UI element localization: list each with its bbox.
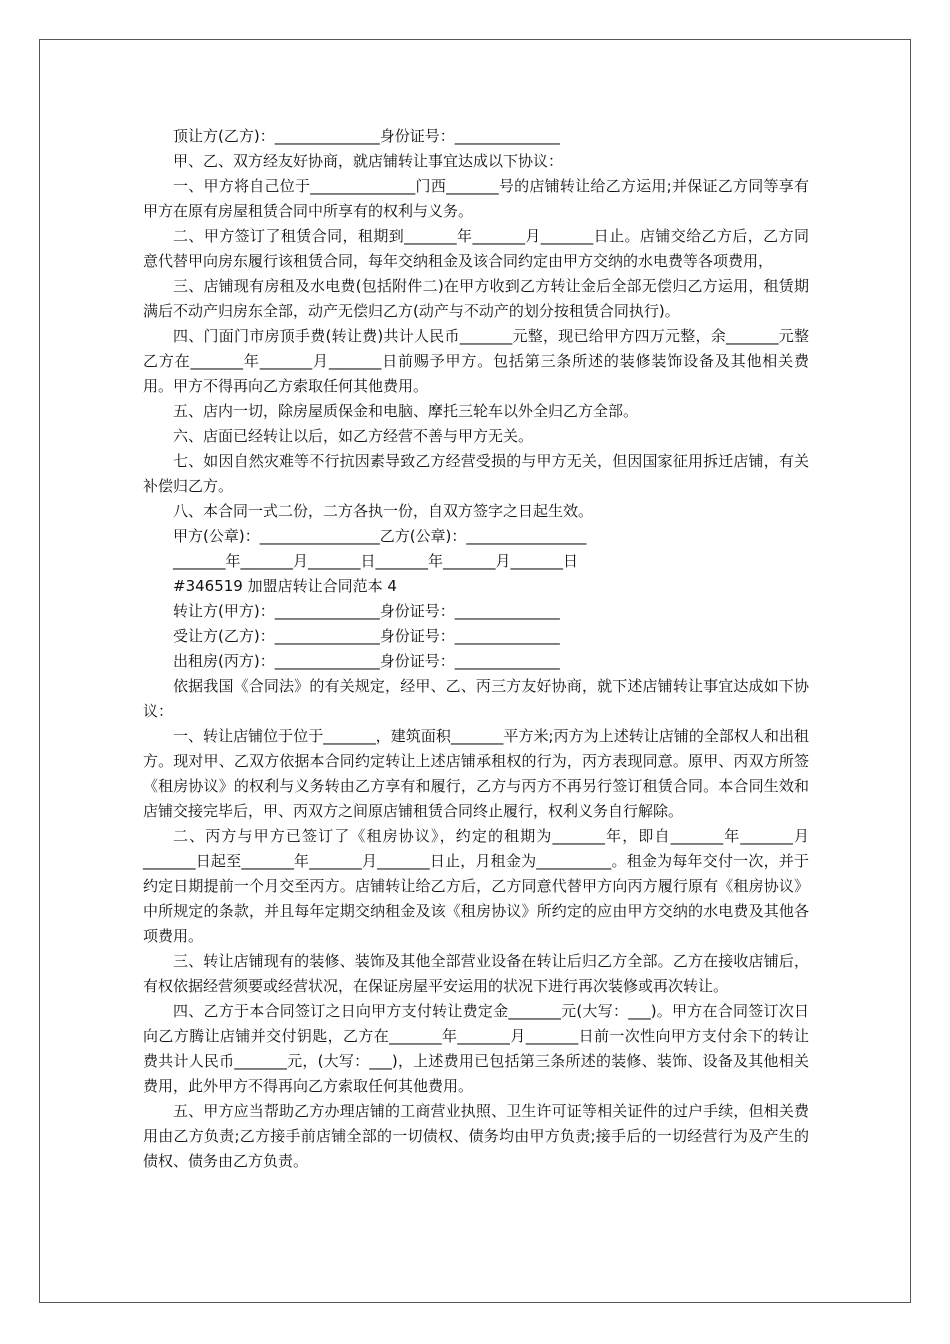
- paragraph: 依据我国《合同法》的有关规定，经甲、乙、丙三方友好协商，就下述店铺转让事宜达成如下协议：: [143, 677, 809, 720]
- date-line: _______年_______月_______日_______年_______月_______日: [173, 552, 579, 570]
- signature-line: 甲方(公章)：________________乙方(公章)：________________: [173, 527, 587, 545]
- document-body: [143, 124, 809, 1174]
- paragraph: 一、甲方将自己位于______________门西_______号的店铺转让给乙方运用;并保证乙方同等享有甲方在原有房屋租赁合同中所享有的权利与义务。: [143, 177, 809, 220]
- paragraph: 三、店铺现有房租及水电费(包括附件二)在甲方收到乙方转让金后全部无偿归乙方运用，租赁期满后不动产归房东全部，动产无偿归乙方(动产与不动产的划分按租赁合同执行)。: [143, 277, 809, 320]
- paragraph: 六、店面已经转让以后，如乙方经营不善与甲方无关。: [173, 427, 534, 445]
- paragraph: 四、门面门市房顶手费(转让费)共计人民币_______元整，现已给甲方四万元整，余_______元整乙方在_______年_______月_______日前赐予甲方。包括第三条所述的装修装饰设备及其他相关费用。甲方不得再向乙方索取任何其他费用。: [143, 327, 809, 395]
- paragraph: 一、转让店铺位于位于_______，建筑面积_______平方米;丙方为上述转让店铺的全部权人和出租方。现对甲、乙双方依据本合同约定转让上述店铺承租权的行为，丙方表现同意。原甲、丙双方所签《租房协议》的权利与义务转由乙方享有和履行，乙方与丙方不再另行签订租赁合同。本合同生效和店铺交接完毕后，甲、丙双方之间原店铺租赁合同终止履行，权利义务自行解除。: [143, 727, 809, 820]
- paragraph: 二、丙方与甲方已签订了《租房协议》，约定的租期为_______年，即自_______年_______月_______日起至_______年_______月_______日止，月租金为__________。租金为每年交付一次，并于约定日期提前一个月交至丙方。店铺转让给乙方后，乙方同意代替甲方向丙方履行原有《租房协议》中所规定的条款，并且每年定期交纳租金及该《租房协议》所约定的应由甲方交纳的水电费及其他各项费用。: [143, 827, 809, 945]
- section-title: #346519 加盟店转让合同范本 4: [173, 577, 397, 595]
- party-line: 转让方(甲方)：______________身份证号：______________: [173, 602, 560, 620]
- party-line: 受让方(乙方)：______________身份证号：______________: [173, 627, 560, 645]
- paragraph: 七、如因自然灾难等不行抗因素导致乙方经营受损的与甲方无关，但因国家征用拆迁店铺，有关补偿归乙方。: [143, 452, 809, 495]
- paragraph: 甲、乙、双方经友好协商，就店铺转让事宜达成以下协议：: [173, 152, 564, 170]
- paragraph: 八、本合同一式二份，二方各执一份，自双方签字之日起生效。: [173, 502, 594, 520]
- party-line: 出租房(丙方)：______________身份证号：______________: [173, 652, 560, 670]
- paragraph: 顶让方(乙方)：______________身份证号：______________: [173, 127, 560, 145]
- paragraph: 三、转让店铺现有的装修、装饰及其他全部营业设备在转让后归乙方全部。乙方在接收店铺后，有权依据经营须要或经营状况，在保证房屋平安运用的状况下进行再次装修或再次转让。: [143, 952, 809, 995]
- paragraph: 四、乙方于本合同签订之日向甲方支付转让费定金_______元(大写：___)。甲方在合同签订次日向乙方腾让店铺并交付钥匙，乙方在_______年_______月_______日前一次性向甲方支付余下的转让费共计人民币_______元，(大写：___)，上述费用已包括第三条所述的装修、装饰、设备及其他相关费用，此外甲方不得再向乙方索取任何其他费用。: [143, 1002, 809, 1095]
- paragraph: 五、店内一切，除房屋质保金和电脑、摩托三轮车以外全归乙方全部。: [173, 402, 639, 420]
- paragraph: 五、甲方应当帮助乙方办理店铺的工商营业执照、卫生许可证等相关证件的过户手续，但相关费用由乙方负责;乙方接手前店铺全部的一切债权、债务均由甲方负责;接手后的一切经营行为及产生的债权、债务由乙方负责。: [143, 1102, 809, 1170]
- paragraph: 二、甲方签订了租赁合同，租期到_______年_______月_______日止。店铺交给乙方后，乙方同意代替甲向房东履行该租赁合同，每年交纳租金及该合同约定由甲方交纳的水电费等各项费用，: [143, 227, 809, 270]
